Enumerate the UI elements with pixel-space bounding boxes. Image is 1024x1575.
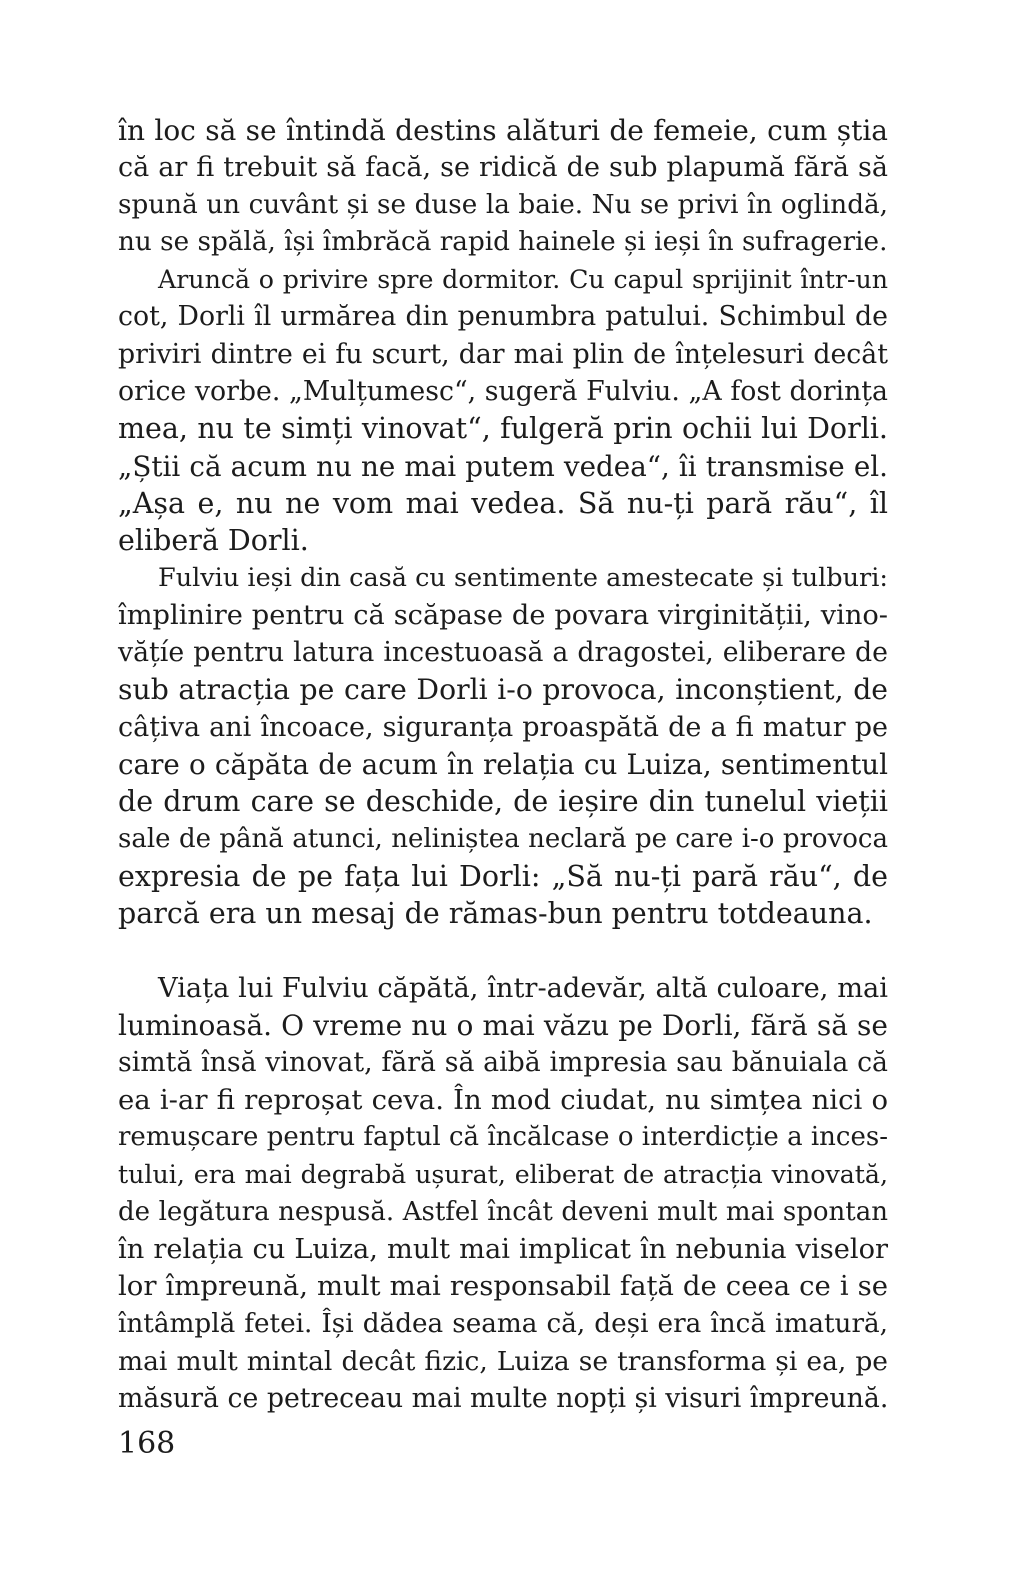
text-line: luminoasă. O vreme nu o mai văzu pe Dorli, fără să se xyxy=(118,1009,888,1043)
text-line: că ar fi trebuit să facă, se ridică de sub plapumă fără să xyxy=(118,152,888,184)
text-line: măsură ce petreceau mai multe nopți și visuri împreună. xyxy=(118,1383,889,1415)
text-line: de legătura nespusă. Astfel încât deveni mult mai spontan xyxy=(118,1196,888,1227)
text-line: eliberă Dorli. xyxy=(118,524,309,558)
text-line: în relația cu Luiza, mult mai implicat în nebunia viselor xyxy=(118,1233,888,1265)
text-line: Viața lui Fulviu căpătă, într-adevăr, altă culoare, mai xyxy=(158,972,888,1004)
text-line: expresia de pe fața lui Dorli: „Să nu-ți pară rău“, de xyxy=(118,859,888,893)
text-line: sale de până atunci, neliniștea neclară pe care i-o provoca xyxy=(118,823,888,854)
text-line: nu se spălă, își îmbrăcă rapid hainele și ieși în sufragerie. xyxy=(118,226,888,257)
text-line: în loc să se întindă destins alături de femeie, cum știa xyxy=(118,114,888,147)
text-line: mea, nu te simți vinovat“, fulgeră prin ochii lui Dorli. xyxy=(118,412,888,446)
text-line: remușcare pentru faptul că încălcase o interdicție a inces- xyxy=(118,1122,888,1153)
body-text xyxy=(118,112,888,1417)
text-line: „Așa e, nu ne vom mai vedea. Să nu-ți pară rău“, îl xyxy=(118,486,888,520)
text-line: lor împreună, mult mai responsabil față de ceea ce i se xyxy=(118,1270,888,1303)
text-line: întâmplă fetei. Își dădea seama că, deși era încă imatură, xyxy=(118,1308,888,1339)
text-line: cot, Dorli îl urmărea din penumbra patului. Schimbul de xyxy=(118,301,888,333)
text-line: tului, era mai degrabă ușurat, eliberat de atracția vinovată, xyxy=(118,1160,888,1190)
text-line: „Știi că acum nu ne mai putem vedea“, îi transmise el. xyxy=(118,449,888,483)
text-line: ea i-ar fi reproșat ceva. În mod ciudat, nu simțea nici o xyxy=(118,1083,888,1116)
text-line: mai mult mintal decât fizic, Luiza se transforma și ea, pe xyxy=(118,1345,888,1377)
section-break xyxy=(118,933,888,970)
text-line: sub atracția pe care Dorli i-o provoca, inconștient, de xyxy=(118,673,888,707)
text-line: parcă era un mesaj de rămas-bun pentru totdeauna. xyxy=(118,897,873,931)
text-line: împlinire pentru că scăpase de povara virginității, vino- xyxy=(118,599,888,631)
text-line: Fulviu ieși din casă cu sentimente amestecate și tulburi: xyxy=(158,562,888,593)
text-line: priviri dintre ei fu scurt, dar mai plin de înțelesuri decât xyxy=(118,338,888,370)
text-line: simtă însă vinovat, fără să aibă impresia sau bănuiala că xyxy=(118,1047,888,1079)
text-line: care o căpăta de acum în relația cu Luiza, sentimentul xyxy=(118,748,888,782)
text-line: orice vorbe. „Mulțumesc“, sugeră Fulviu. „A fost dorința xyxy=(118,376,888,408)
text-line: de drum care se deschide, de ieșire din tunelul vieții xyxy=(118,785,888,819)
text-line: spună un cuvânt și se duse la baie. Nu se privi în oglindă, xyxy=(118,189,888,220)
page-number: 168 xyxy=(118,1426,176,1461)
text-line: Aruncă o privire spre dormitor. Cu capul sprijinit într-un xyxy=(158,265,888,295)
text-line: câțiva ani încoace, siguranța proaspătă de a fi matur pe xyxy=(118,711,888,743)
text-line: vățíe pentru latura incestuoasă a dragostei, eliberare de xyxy=(118,637,888,669)
